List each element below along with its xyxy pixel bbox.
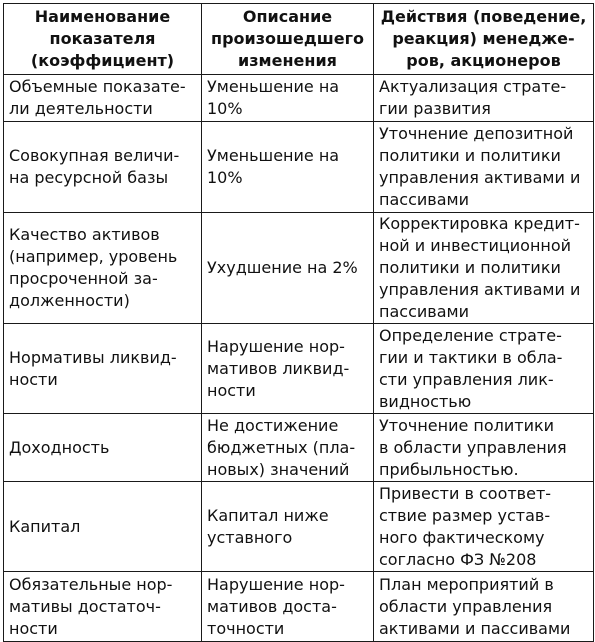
indicator-cell: Качество активов (например, уровень просроченной за- долженности) (4, 213, 202, 324)
table-row (4, 122, 594, 213)
indicator-cell: Доходность (4, 414, 202, 482)
change-cell: Не достижение бюджетных (пла- новых) значений (202, 414, 374, 482)
change-cell: Нарушение нор- мативов ликвид- ности (202, 324, 374, 414)
header-indicator: Наименование показателя (коэффициент) (4, 4, 202, 75)
action-cell: Уточнение депозитной политики и политики управления активами и пассивами (374, 122, 594, 213)
table-row (4, 75, 594, 122)
table-row (4, 482, 594, 572)
change-cell: Капитал ниже уставного (202, 482, 374, 572)
indicator-cell: Обязательные нор- мативы достаточ- ности (4, 572, 202, 642)
table-row (4, 213, 594, 324)
action-cell: Определение страте- гии и тактики в обла- сти управления лик- видностью (374, 324, 594, 414)
table-row (4, 572, 594, 642)
header-row (4, 4, 594, 75)
change-cell: Ухудшение на 2% (202, 213, 374, 324)
indicator-cell: Совокупная величи- на ресурсной базы (4, 122, 202, 213)
action-cell: Корректировка кредит- ной и инвестиционной политики и политики управления активами и пассивами (374, 213, 594, 324)
header-actions: Действия (поведение, реакция) менедже- ров, акционеров (374, 4, 594, 75)
indicators-table (3, 3, 594, 642)
indicator-cell: Объемные показате- ли деятельности (4, 75, 202, 122)
table-row (4, 324, 594, 414)
change-cell: Уменьшение на 10% (202, 75, 374, 122)
indicator-cell: Капитал (4, 482, 202, 572)
change-cell: Уменьшение на 10% (202, 122, 374, 213)
header-change-description: Описание произошедшего изменения (202, 4, 374, 75)
table-row (4, 414, 594, 482)
indicator-cell: Нормативы ликвид- ности (4, 324, 202, 414)
action-cell: План мероприятий в области управления активами и пассивами (374, 572, 594, 642)
action-cell: Привести в соответ- ствие размер устав- ного фактическому согласно ФЗ №208 (374, 482, 594, 572)
change-cell: Нарушение нор- мативов доста- точности (202, 572, 374, 642)
action-cell: Актуализация страте- гии развития (374, 75, 594, 122)
action-cell: Уточнение политики в области управления прибыльностью. (374, 414, 594, 482)
